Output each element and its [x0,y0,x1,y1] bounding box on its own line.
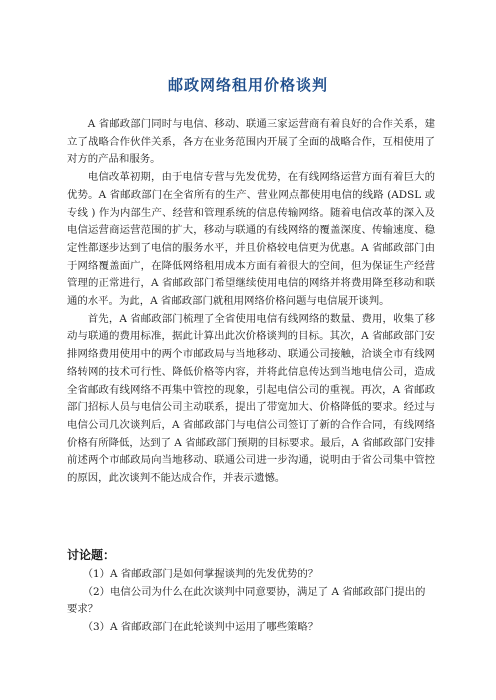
paragraph-3: 首先，A 省邮政部门梳理了全省使用电信有线网络的数量、费用，收集了移动与联通的费用标准，据此计算出此次价格谈判的目标。其次，A 省邮政部门安排网络费用使用中的两个市邮政局与当地移动、联通公司接触，洽谈全市有线网络转网的技术可行性、降低价格等内容，并将此信息传达到当地电信公司，造成全省邮政有线网络不再集中管控的现象，引起电信公司的重视。再次，A 省邮政部门招标人员与电信公司主动联系，提出了带宽加大、价格降低的要求。经过与电信公司几次谈判后，A 省邮政部门与电信公司签订了新的合作合同，有线网络价格有所降低，达到了 A 省邮政部门预期的目标要求。最后，A 省邮政部门安排前述两个市邮政局向当地移动、联通公司进一步沟通，说明由于省公司集中管控的原因，此次谈判不能达成合作，并表示遗憾。 [67,312,435,485]
discussion-heading: 讨论题： [67,548,116,562]
document-title: 邮政网络租用价格谈判 [167,76,328,94]
paragraph-1: A 省邮政部门同时与电信、移动、联通三家运营商有着良好的合作关系，建立了战略合作伙伴关系，各方在业务范围内开展了全面的战略合作，互相使用了对方的产品和服务。 [67,118,435,166]
question-1: （1）A 省邮政部门是如何掌握谈判的先发优势的？ [82,568,319,580]
question-3: （3）A 省邮政部门在此轮谈判中运用了哪些策略？ [82,621,319,634]
question-2: （2）电信公司为什么在此次谈判中同意要协，满足了 A 省邮政部门提出的要求？ [67,585,426,616]
document-body [67,116,435,488]
paragraph-2: 电信改革初期，由于电信专营与先发优势，在有线网络运营方面有着巨大的优势。A 省邮政部门在全省所有的生产、营业网点都使用电信的线路 (ADSL 或专线 ) 作为内部生产、经营和管理系统的信息传输网络。随着电信改革的深入及电信运营商运营范围的扩大，移动与联通的有线网络的覆盖深度、传输速度、稳定性都逐步达到了电信的服务水平，并且价格较电信更为优惠。A 省邮政部门由于网络覆盖面广，在降低网络租用成本方面有着很大的空间，但为保证生产经营管理的正常进行，A 省邮政部门希望继续使用电信的网络并将费用降至移动和联通的水平。为此，A 省邮政部门就租用网络价格问题与电信展开谈判。 [67,171,435,308]
question-list [67,566,435,637]
